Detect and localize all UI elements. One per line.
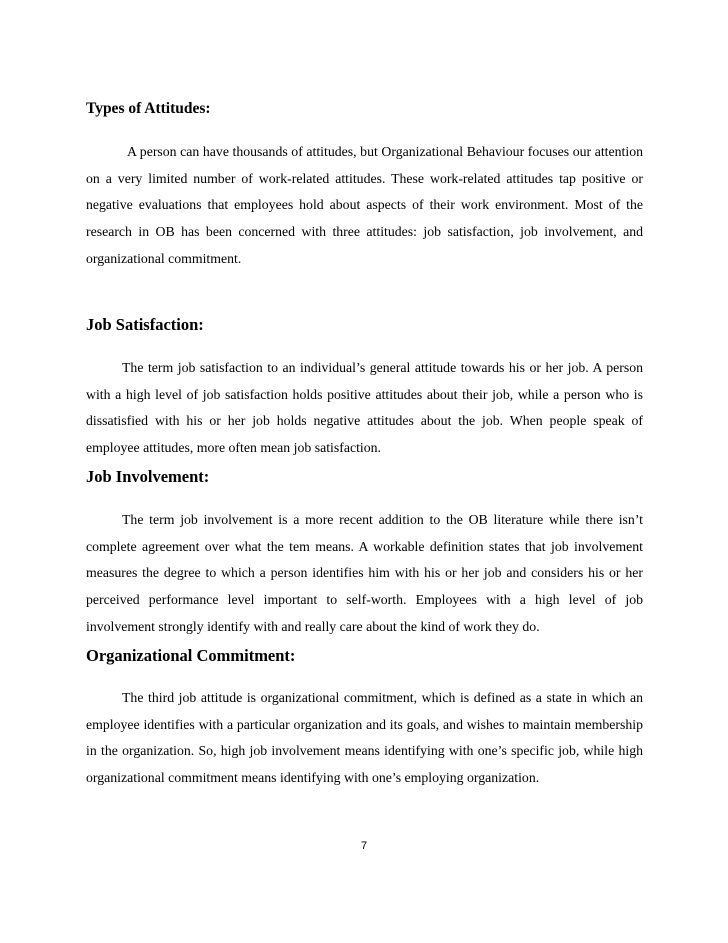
heading-types-of-attitudes: Types of Attitudes: bbox=[86, 100, 211, 117]
paragraph-job-satisfaction: The term job satisfaction to an individual’s general attitude towards his or her job. A person with a high level of job satisfaction holds positive attitudes about their job, while a person who is dissatisfied with his or her job holds negative attitudes about the job. When people speak of employee attitudes, more often mean job satisfaction. bbox=[86, 360, 643, 456]
paragraph-job-involvement: The term job involvement is a more recent addition to the OB literature while there isn’t complete agreement over what the tem means. A workable definition states that job involvement measures the degree to which a person identifies him with his or her job and considers his or her perceived performance level important to self-worth. Employees with a high level of job involvement strongly identify with and really care about the kind of work they do. bbox=[86, 512, 643, 634]
paragraph-organizational-commitment: The third job attitude is organizational commitment, which is defined as a state in which an employee identifies with a particular organization and its goals, and wishes to maintain membership in the organization. So, high job involvement means identifying with one’s specific job, while high organizational commitment means identifying with one’s employing organization. bbox=[86, 690, 643, 786]
paragraph-types-of-attitudes: A person can have thousands of attitudes, but Organizational Behaviour focuses our attention on a very limited number of work-related attitudes. These work-related attitudes tap positive or negative evaluations that employees hold about aspects of their work environment. Most of the research in OB has been concerned with three attitudes: job satisfaction, job involvement, and organizational commitment. bbox=[86, 144, 643, 266]
heading-organizational-commitment: Organizational Commitment: bbox=[86, 646, 296, 665]
heading-job-satisfaction: Job Satisfaction: bbox=[86, 315, 204, 334]
page-number: 7 bbox=[360, 840, 368, 852]
heading-job-involvement: Job Involvement: bbox=[86, 467, 210, 486]
